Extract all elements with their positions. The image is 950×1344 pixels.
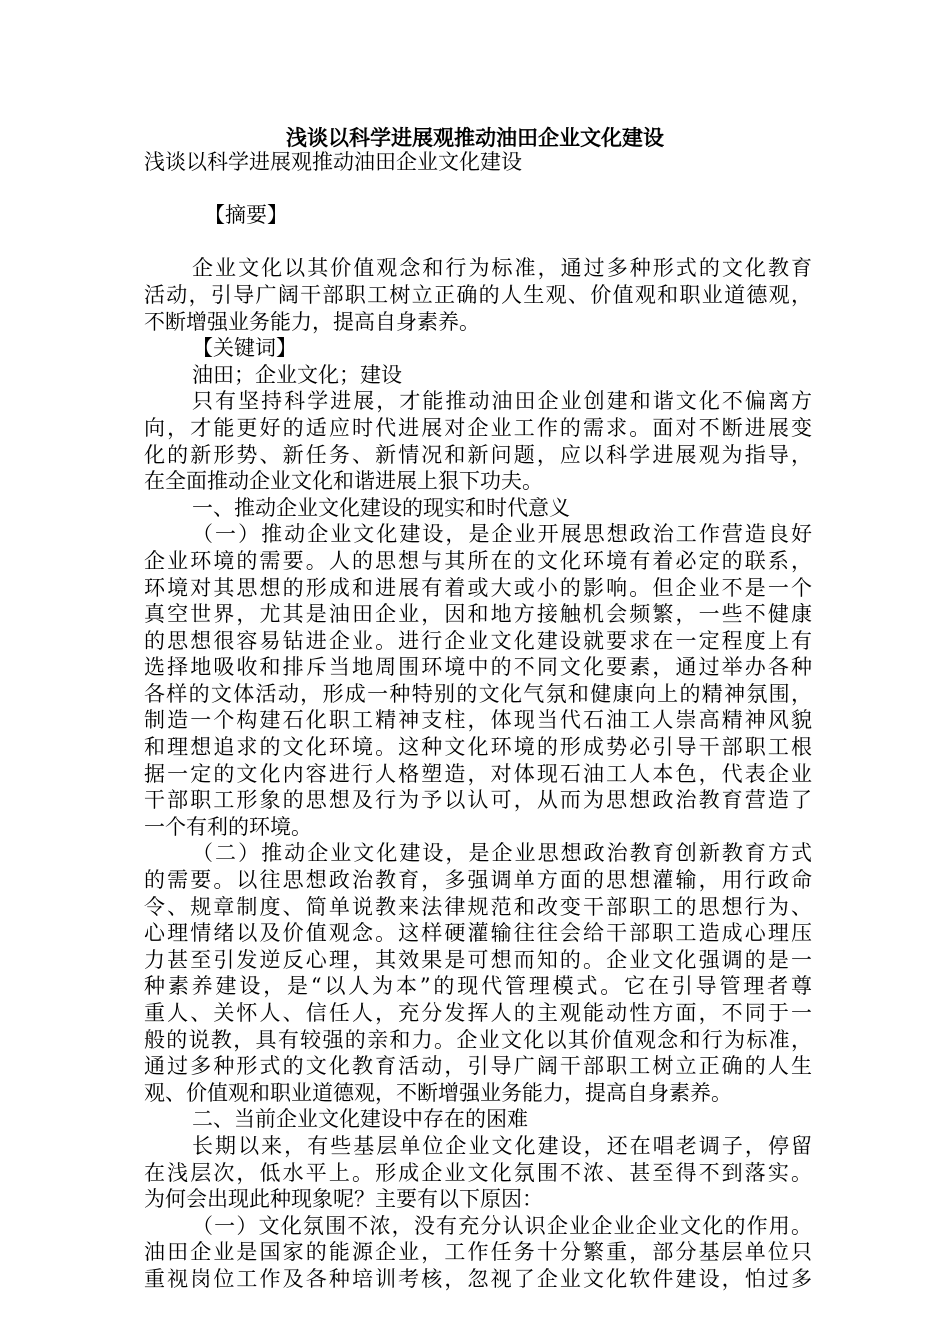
paragraph-line: 在全面推动企业文化和谐进展上狠下功夫。 <box>144 469 543 494</box>
paragraph-line: 环境对其思想的形成和进展有着或大或小的影响。但企业不是一个 <box>144 575 812 600</box>
paragraph-line: 只有坚持科学进展，才能推动油田企业创建和谐文化不偏离方 <box>192 389 812 414</box>
paragraph-line: 不断增强业务能力，提高自身素养。 <box>144 309 480 334</box>
paragraph-line: 力甚至引发逆反心理，其效果是可想而知的。企业文化强调的是一 <box>144 947 812 972</box>
paragraph-line: 种素养建设，是“以人为本”的现代管理模式。它在引导管理者尊 <box>144 974 812 999</box>
paragraph-line: 通过多种形式的文化教育活动，引导广阔干部职工树立正确的人生 <box>144 1054 812 1079</box>
paragraph-line: 制造一个构建石化职工精神支柱，体现当代石油工人崇高精神风貌 <box>144 708 812 733</box>
paragraph-line: （一）推动企业文化建设，是企业开展思想政治工作营造良好 <box>192 522 812 547</box>
paragraph-line: 重人、关怀人、信任人，充分发挥人的主观能动性方面，不同于一 <box>144 1001 812 1025</box>
paragraph-line: 的思想很容易钻进企业。进行企业文化建设就要求在一定程度上有 <box>144 628 812 653</box>
paragraph-line: 企业文化以其价值观念和行为标准，通过多种形式的文化教育 <box>192 256 812 281</box>
paragraph-line: 的需要。以往思想政治教育，多强调单方面的思想灌输，用行政命 <box>144 868 812 893</box>
paragraph-line: 选择地吸收和排斥当地周围环境中的不同文化要素，通过举办各种 <box>144 655 812 680</box>
paragraph-line: 长期以来，有些基层单位企业文化建设，还在唱老调子，停留 <box>192 1133 812 1158</box>
keywords-line: 油田；企业文化；建设 <box>192 362 402 387</box>
paragraph-line: 和理想追求的文化环境。这种文化环境的形成势必引导干部职工根 <box>144 735 812 760</box>
paragraph-line: 一个有利的环境。 <box>144 814 312 839</box>
paragraph-line: 真空世界，尤其是油田企业，因和地方接触机会频繁，一些不健康 <box>144 602 812 627</box>
document-body <box>144 149 812 1293</box>
paragraph-line: 重视岗位工作及各种培训考核，忽视了企业文化软件建设，怕过多 <box>144 1266 812 1291</box>
paragraph-line: 在浅层次，低水平上。形成企业文化氛围不浓、甚至得不到落实。 <box>144 1160 812 1185</box>
subtitle-line: 浅谈以科学进展观推动油田企业文化建设 <box>144 150 522 174</box>
paragraph-line: 干部职工形象的思想及行为予以认可，从而为思想政治教育营造了 <box>144 788 812 813</box>
blank-line <box>144 229 812 256</box>
paragraph-line: 化的新形势、新任务、新情况和新问题，应以科学进展观为指导， <box>144 442 812 467</box>
keywords-heading: 【关键词】 <box>192 336 297 361</box>
paragraph-line: 各样的文体活动，形成一种特别的文化气氛和健康向上的精神氛围， <box>144 681 812 706</box>
abstract-heading: 【摘要】 <box>204 203 288 228</box>
paragraph-line: 般的说教，具有较强的亲和力。企业文化以其价值观念和行为标准， <box>144 1027 812 1052</box>
section-heading: 一、推动企业文化建设的现实和时代意义 <box>192 495 570 520</box>
paragraph-line: 向，才能更好的适应时代进展对企业工作的需求。面对不断进展变 <box>144 415 812 440</box>
paragraph-line: 心理情绪以及价值观念。这样硬灌输往往会给干部职工造成心理压 <box>144 921 812 946</box>
section-heading: 二、当前企业文化建设中存在的困难 <box>192 1107 528 1132</box>
paragraph-line: 企业环境的需要。人的思想与其所在的文化环境有着必定的联系， <box>144 548 812 573</box>
paragraph-line: 观、价值观和职业道德观，不断增强业务能力，提高自身素养。 <box>144 1080 732 1105</box>
blank-line <box>144 176 812 203</box>
paragraph-line: 令、规章制度、简单说教来法律规范和改变干部职工的思想行为、 <box>144 894 812 919</box>
paragraph-line: 为何会出现此种现象呢？主要有以下原因： <box>144 1187 543 1212</box>
document-title: 浅谈以科学进展观推动油田企业文化建设 <box>286 125 664 150</box>
paragraph-line: 活动，引导广阔干部职工树立正确的人生观、价值观和职业道德观， <box>144 282 812 307</box>
paragraph-line: （一）文化氛围不浓，没有充分认识企业企业企业文化的作用。 <box>192 1213 812 1238</box>
paragraph-line: 油田企业是国家的能源企业，工作任务十分繁重，部分基层单位只 <box>144 1240 812 1265</box>
paragraph-line: 据一定的文化内容进行人格塑造，对体现石油工人本色，代表企业 <box>144 761 812 786</box>
paragraph-line: （二）推动企业文化建设，是企业思想政治教育创新教育方式 <box>192 841 812 866</box>
